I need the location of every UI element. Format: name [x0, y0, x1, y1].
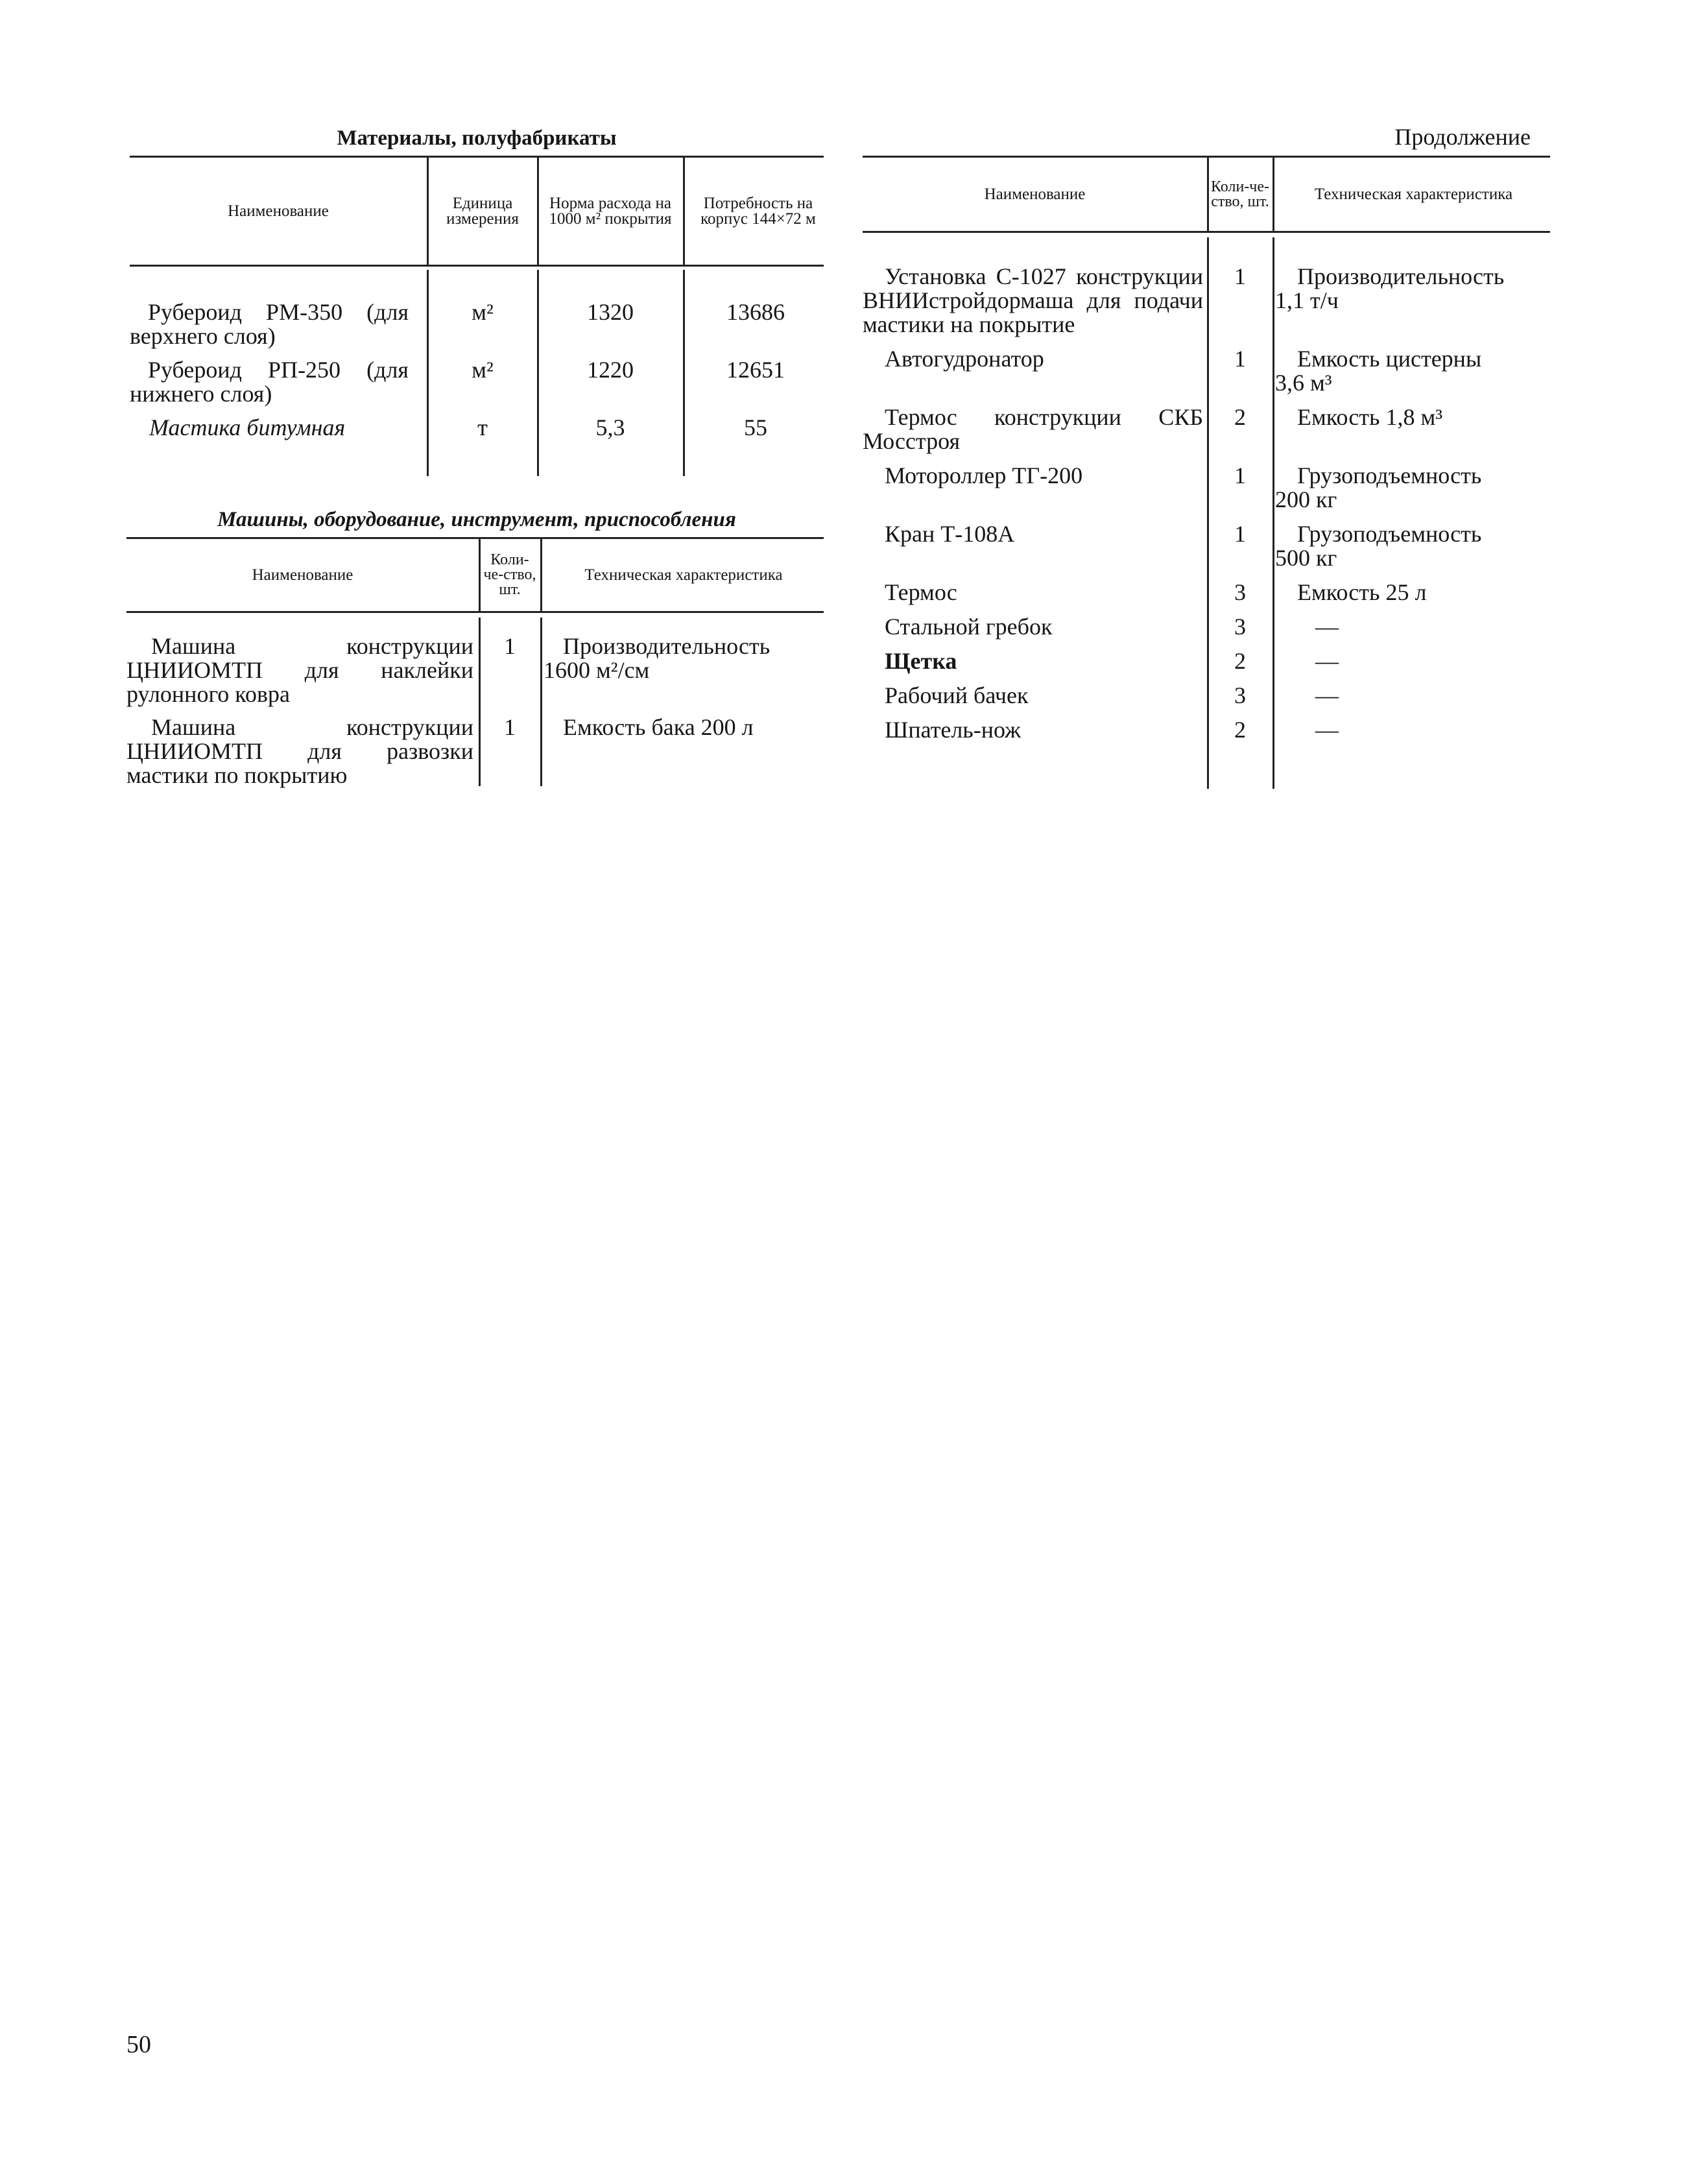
machines-row-spec: Емкость бака 200 л: [563, 714, 754, 740]
continuation-col-divider: [1273, 237, 1274, 789]
materials-row-need: 55: [744, 414, 767, 440]
continuation-row-spec: Емкость 1,8 м³: [1297, 404, 1443, 430]
continuation-row-name: Автогудронатор: [885, 346, 1044, 372]
machines-row-qty: 1: [504, 633, 516, 659]
machines-header-rule: [126, 611, 824, 613]
continuation-row-name: Мотороллер ТГ-200: [885, 462, 1083, 488]
machines-row-name: Машина конструкции ЦНИИОМТП для наклейки рулонного ковра: [126, 633, 473, 707]
continuation-row-spec: Грузоподъемность 500 кг: [1275, 521, 1482, 571]
page-number: 50: [126, 2031, 151, 2058]
continuation-row-qty: 1: [1234, 346, 1246, 372]
materials-col-divider: [683, 158, 685, 265]
materials-row-need: 12651: [726, 357, 785, 383]
continuation-row-name: Шпатель-нож: [885, 717, 1021, 743]
materials-row-norm: 1220: [587, 357, 634, 383]
continuation-row-spec: Производительность 1,1 т/ч: [1275, 263, 1505, 313]
machines-col-divider: [479, 539, 481, 611]
continuation-row-qty: 3: [1234, 579, 1246, 605]
materials-row-name: Рубероид РП-250 (для нижнего слоя): [130, 357, 409, 407]
materials-header-unit: Единица измерения: [446, 194, 519, 228]
materials-col-divider: [537, 270, 539, 476]
materials-header-need: Потребность на корпус 144×72 м: [700, 194, 816, 228]
continuation-row-qty: 3: [1234, 614, 1246, 640]
materials-row-unit: м²: [472, 299, 494, 325]
continuation-row-spec: Емкость 25 л: [1297, 579, 1427, 605]
machines-header-name: Наименование: [252, 566, 353, 584]
continuation-label: Продолжение: [1394, 124, 1531, 150]
continuation-row-spec: —: [1315, 614, 1339, 640]
continuation-row-spec: Грузоподъемность 200 кг: [1275, 462, 1482, 512]
continuation-row-spec: —: [1315, 648, 1339, 674]
continuation-col-divider: [1207, 237, 1209, 789]
continuation-row-spec: Емкость цистерны 3,6 м³: [1275, 346, 1482, 396]
continuation-row-qty: 1: [1234, 521, 1246, 547]
continuation-row-spec: —: [1315, 682, 1339, 708]
machines-row-qty: 1: [504, 714, 516, 740]
continuation-row-qty: 1: [1234, 462, 1246, 488]
machines-col-divider: [540, 539, 542, 611]
materials-row-norm: 1320: [587, 299, 634, 325]
machines-title: Машины, оборудование, инструмент, приспособления: [217, 508, 736, 531]
continuation-row-qty: 3: [1234, 682, 1246, 708]
continuation-row-qty: 1: [1234, 263, 1246, 289]
materials-row-name: Мастика битумная: [149, 414, 346, 440]
materials-row-unit: м²: [472, 357, 494, 383]
materials-col-divider: [427, 158, 429, 265]
machines-col-divider: [479, 618, 481, 786]
materials-header-rule: [130, 265, 824, 267]
materials-row-name: Рубероид РМ-350 (для верхнего слоя): [130, 299, 409, 349]
continuation-row-qty: 2: [1234, 717, 1246, 743]
materials-col-divider: [427, 270, 429, 476]
continuation-header-name: Наименование: [984, 185, 1086, 203]
materials-title: Материалы, полуфабрикаты: [337, 126, 617, 150]
continuation-header-rule: [863, 231, 1550, 233]
continuation-row-name: Рабочий бачек: [885, 682, 1029, 708]
continuation-header-spec: Техническая характеристика: [1314, 185, 1513, 203]
materials-header-name: Наименование: [228, 202, 329, 220]
materials-row-unit: т: [477, 414, 488, 440]
machines-row-name: Машина конструкции ЦНИИОМТП для развозки мастики по покрытию: [126, 714, 473, 788]
materials-row-norm: 5,3: [595, 414, 625, 440]
continuation-row-name: Термос конструкции СКБ Мосстроя: [863, 404, 1203, 454]
continuation-header-qty: Коли-че-ство, шт.: [1210, 178, 1270, 210]
materials-header-norm: Норма расхода на 1000 м² покрытия: [549, 194, 672, 228]
continuation-col-divider: [1207, 158, 1209, 231]
continuation-row-name: Установка С-1027 конструкции ВНИИстройдормаша для подачи мастики на покрытие: [863, 263, 1203, 337]
machines-row-spec: Производительность 1600 м²/см: [544, 633, 771, 683]
continuation-row-qty: 2: [1234, 404, 1246, 430]
continuation-row-name: Кран Т-108А: [885, 521, 1015, 547]
continuation-row-name: Щетка: [885, 648, 957, 674]
machines-header-spec: Техническая характеристика: [584, 566, 783, 584]
materials-row-need: 13686: [726, 299, 785, 325]
materials-col-divider: [683, 270, 685, 476]
continuation-row-name: Стальной гребок: [885, 614, 1053, 640]
machines-col-divider: [540, 618, 542, 786]
materials-col-divider: [537, 158, 539, 265]
machines-header-qty: Коли-че-ство, шт.: [483, 551, 536, 598]
continuation-row-qty: 2: [1234, 648, 1246, 674]
continuation-row-name: Термос: [885, 579, 957, 605]
continuation-col-divider: [1273, 158, 1274, 231]
continuation-row-spec: —: [1315, 717, 1339, 743]
